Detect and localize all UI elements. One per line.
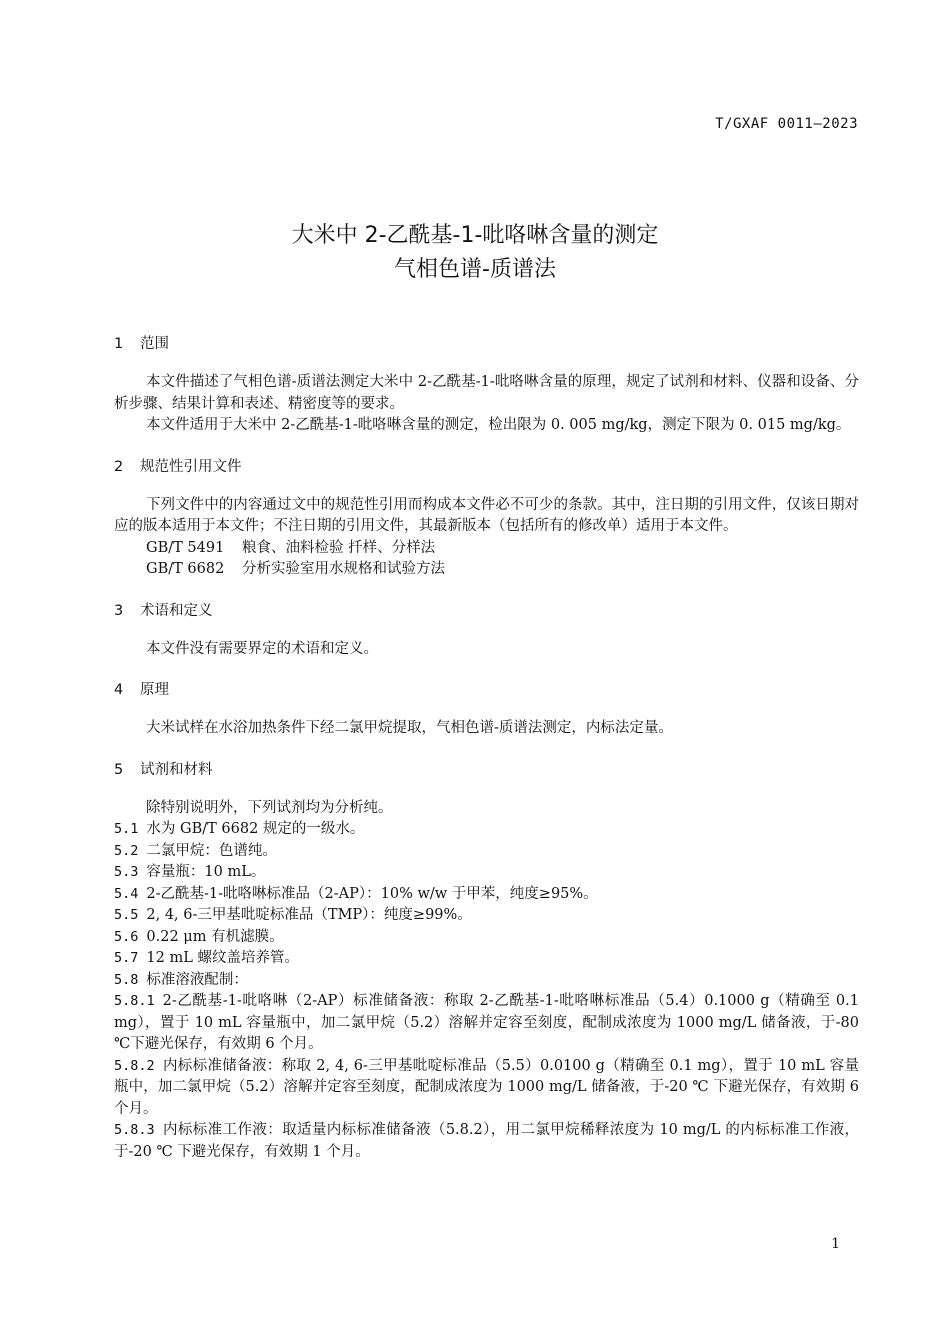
clause-item bbox=[114, 991, 859, 1056]
clause-number: 5.8 bbox=[114, 971, 139, 988]
clause-text: 标准溶液配制： bbox=[146, 971, 248, 988]
clause-item bbox=[114, 970, 859, 992]
section-title: 规范性引用文件 bbox=[140, 458, 242, 475]
section-title: 术语和定义 bbox=[140, 602, 213, 619]
reference-code: GB/T 6682 bbox=[146, 561, 225, 577]
section-number: 1 bbox=[114, 336, 124, 352]
clause-item bbox=[114, 948, 859, 970]
reference-title: 粮食、油料检验 扦样、分样法 bbox=[242, 539, 436, 556]
section-number: 4 bbox=[114, 682, 124, 698]
clause-number: 5.7 bbox=[114, 950, 139, 966]
page-number: 1 bbox=[831, 1236, 840, 1252]
section-heading bbox=[114, 334, 859, 354]
paragraph: 本文件适用于大米中 2-乙酰基-1-吡咯啉含量的测定，检出限为 0. 005 mg/kg，测定下限为 0. 015 mg/kg。 bbox=[146, 417, 851, 433]
section-number: 2 bbox=[114, 458, 124, 475]
clause-item bbox=[114, 862, 859, 884]
clause-text: 2-乙酰基-1-吡咯啉标准品（2-AP）：10% w/w 于甲苯，纯度≥95%。 bbox=[146, 885, 598, 902]
section-title: 试剂和材料 bbox=[140, 761, 213, 778]
clause-number: 5.8.3 bbox=[114, 1122, 155, 1138]
clause-item bbox=[114, 841, 859, 863]
normative-reference bbox=[114, 559, 859, 581]
section-heading bbox=[114, 601, 859, 621]
clause-item bbox=[114, 884, 859, 906]
clause-text: 水为 GB/T 6682 规定的一级水。 bbox=[146, 821, 365, 837]
clause-item bbox=[114, 819, 859, 841]
paragraph: 除特别说明外，下列试剂均为分析纯。 bbox=[146, 799, 393, 816]
paragraph: 下列文件中的内容通过文中的规范性引用而构成本文件必不可少的条款。其中，注日期的引用文件，仅该日期对应的版本适用于本文件；不注日期的引用文件，其最新版本（包括所有的修改单）适用于本文件。 bbox=[114, 496, 859, 534]
document-title: 大米中 2-乙酰基-1-吡咯啉含量的测定 bbox=[291, 223, 659, 248]
section-title: 原理 bbox=[140, 682, 169, 698]
clause-text: 2-乙酰基-1-吡咯啉（2-AP）标准储备液：称取 2-乙酰基-1-吡咯啉标准品（5.4）0.1000 g（精确至 0.1 mg），置于 10 mL 容量瓶中，加二氯甲烷（5.2）溶解并定容至刻度，配制成浓度为 1000 mg/L 储备液，于-80 ℃下避光保存，有效期 6 个月。 bbox=[114, 993, 859, 1052]
clause-text: 0.22 μm 有机滤膜。 bbox=[146, 928, 284, 945]
clause-item bbox=[114, 905, 859, 927]
document-subtitle: 气相色谱-质谱法 bbox=[394, 257, 556, 282]
clause-text: 二氯甲烷：色谱纯。 bbox=[146, 842, 277, 859]
paragraph: 本文件没有需要界定的术语和定义。 bbox=[146, 640, 378, 657]
section-title: 范围 bbox=[140, 336, 169, 352]
clause-number: 5.2 bbox=[114, 842, 139, 859]
clause-number: 5.6 bbox=[114, 928, 139, 945]
clause-text: 2, 4, 6-三甲基吡啶标准品（TMP）：纯度≥99%。 bbox=[146, 907, 472, 923]
clause-text: 内标标准储备液：称取 2, 4, 6-三甲基吡啶标准品（5.5）0.0100 g（精确至 0.1 mg），置于 10 mL 容量瓶中，加二氯甲烷（5.2）溶解并定容至刻度，配制成浓度为 1000 mg/L 储备液，于-20 ℃ 下避光保存，有效期 6 个月。 bbox=[114, 1057, 859, 1117]
section-heading bbox=[114, 457, 859, 477]
clause-number: 5.5 bbox=[114, 907, 139, 923]
paragraph: 大米试样在水浴加热条件下经二氯甲烷提取，气相色谱-质谱法测定，内标法定量。 bbox=[146, 720, 673, 736]
section-heading bbox=[114, 760, 859, 780]
clause-item bbox=[114, 1056, 859, 1121]
clause-number: 5.3 bbox=[114, 864, 139, 880]
clause-item bbox=[114, 927, 859, 949]
clause-number: 5.8.1 bbox=[114, 993, 155, 1009]
clause-text: 内标标准工作液：取适量内标标准储备液（5.8.2），用二氯甲烷稀释浓度为 10 mg/L 的内标标准工作液，于-20 ℃ 下避光保存，有效期 1 个月。 bbox=[114, 1122, 859, 1160]
clause-number: 5.8.2 bbox=[114, 1057, 155, 1074]
clause-item bbox=[114, 1120, 859, 1163]
clause-number: 5.1 bbox=[114, 821, 139, 837]
clause-number: 5.4 bbox=[114, 885, 139, 902]
section-heading bbox=[114, 680, 859, 700]
clause-text: 12 mL 螺纹盖培养管。 bbox=[146, 950, 299, 966]
section-number: 3 bbox=[114, 602, 124, 619]
reference-code: GB/T 5491 bbox=[146, 539, 225, 556]
standard-code: T/GXAF 0011—2023 bbox=[715, 116, 858, 132]
section-number: 5 bbox=[114, 761, 124, 778]
normative-reference bbox=[114, 538, 859, 560]
paragraph: 本文件描述了气相色谱-质谱法测定大米中 2-乙酰基-1-吡咯啉含量的原理，规定了试剂和材料、仪器和设备、分析步骤、结果计算和表述、精密度等的要求。 bbox=[114, 374, 859, 412]
document-body bbox=[114, 334, 859, 1163]
reference-title: 分析实验室用水规格和试验方法 bbox=[242, 561, 445, 577]
clause-text: 容量瓶：10 mL。 bbox=[146, 864, 266, 880]
